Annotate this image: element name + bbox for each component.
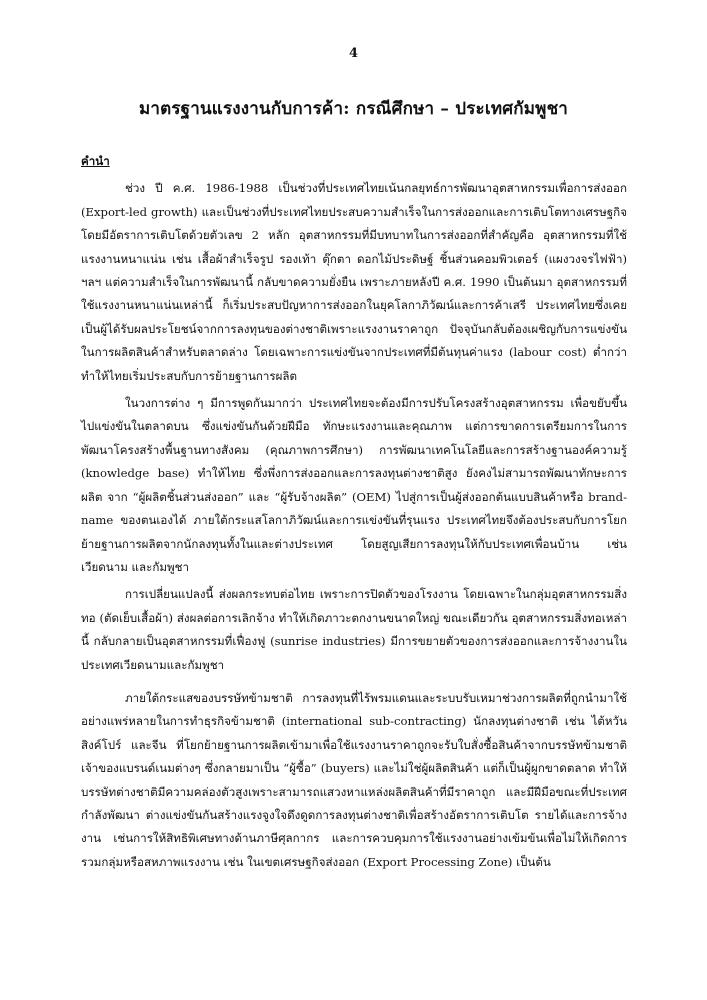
paragraph-4: ภายใต้กระแสของบรรษัทข้ามชาติ การลงทุนที่ไร้พรมแดนและระบบรับเหมาช่วงการผลิตที่ถูกนำมาใช้อย่างแพร่หลายในการทำธุรกิจข้ามชาติ (international sub-contracting) นักลงทุนต่างชาติ เช่น ไต้หวัน สิงค์โปร์ และจีน ที่โยกย้ายฐานการผลิตเข้ามาเพื่อใช้แรงงานราคาถูกจะรับใบสั่งซื้อสินค้าจากบรรษัทข้ามชาติ เจ้าของแบรนด์เนมต่างๆ ซึ่งกลายมาเป็น “ผู้ซื้อ” (buyers) และไม่ใช่ผู้ผลิตสินค้า แต่ก็เป็นผู้ผูกขาดตลาด ทำให้บรรษัทต่างชาติมีความคล่องตัวสูงเพราะสามารถแสวงหาแหล่งผลิตสินค้าที่มีราคาถูก และมีฝีมือขณะที่ประเทศกำลังพัฒนา ต่างแข่งขันกันสร้างแรงจูงใจดึงดูดการลงทุนต่างชาติเพื่อสร้างอัตราการเติบโต รายได้และการจ้างงาน เช่นการให้สิทธิพิเศษทางด้านภาษีศุลกากร และการควบคุมการใช้แรงงานอย่างเข้มข้นเพื่อไม่ให้เกิดการรวมกลุ่มหรือสหภาพแรงงาน เช่น ในเขตเศรษฐกิจส่งออก (Export Processing Zone) เป็นต้น: [81, 690, 627, 869]
section-heading: คำนำ: [81, 154, 110, 168]
paragraph-1: ช่วง ปี ค.ศ. 1986-1988 เป็นช่วงที่ประเทศไทยเน้นกลยุทธ์การพัฒนาอุตสาหกรรมเพื่อการส่งออก (Export-led growth) และเป็นช่วงที่ประเทศไทยประสบความสำเร็จในการส่งออกและการเติบโตทางเศรษฐกิจ โดยมีอัตราการเติบโตด้วยตัวเลข 2 หลัก อุตสาหกรรมที่มีบทบาทในการส่งออกที่สำคัญคือ อุตสาหกรรมที่ใช้แรงงานหนาแน่น เช่น เสื้อผ้าสำเร็จรูป รองเท้า ตุ๊กตา ดอกไม้ประดิษฐ์ ชิ้นส่วนคอมพิวเตอร์ (แผงวงจรไฟฟ้า) ฯลฯ แต่ความสำเร็จในการพัฒนานี้ กลับขาดความยั่งยืน เพราะภายหลังปี ค.ศ. 1990 เป็นต้นมา อุตสาหกรรมที่ใช้แรงงานหนาแน่นเหล่านี้ ก็เริ่มประสบปัญหาการส่งออกในยุคโลกาภิวัฒน์และการค้าเสรี ประเทศไทยซึ่งเคยเป็นผู้ได้รับผลประโยชน์จากการลงทุนของต่างชาติเพราะแรงงานราคาถูก ปัจจุบันกลับต้องเผชิญกับการแข่งขันในการผลิตสินค้าสำหรับตลาดล่าง โดยเฉพาะการแข่งขันจากประเทศที่มีต้นทุนค่าแรง (labour cost) ต่ำกว่าทำให้ไทยเริ่มประสบกับการย้ายฐานการผลิต: [81, 181, 627, 383]
paragraph-3: การเปลี่ยนแปลงนี้ ส่งผลกระทบต่อไทย เพราะการปิดตัวของโรงงาน โดยเฉพาะในกลุ่มอุตสาหกรรมสิ่งทอ (ตัดเย็บเสื้อผ้า) ส่งผลต่อการเลิกจ้าง ทำให้เกิดภาวะตกงานขนาดใหญ่ ขณะเดียวกัน อุตสาหกรรมสิ่งทอเหล่านี้ กลับกลายเป็นอุตสาหกรรมที่เฟื่องฟู (sunrise industries) มีการขยายตัวของการส่งออกและการจ้างงานในประเทศเวียดนามและกัมพูชา: [81, 587, 627, 672]
document-title: มาตรฐานแรงงานกับการค้า: กรณีศึกษา – ประเทศกัมพูชา: [138, 99, 569, 119]
body-text: [81, 150, 627, 874]
paragraph-2: ในวงการต่าง ๆ มีการพูดกันมากว่า ประเทศไทยจะต้องมีการปรับโครงสร้างอุตสาหกรรม เพื่อขยับขึ้นไปแข่งขันในตลาดบน ซึ่งแข่งขันกันด้วยฝีมือ ทักษะแรงงานและคุณภาพ แต่การขาดการเตรียมการในการพัฒนาโครงสร้างพื้นฐานทางสังคม (คุณภาพการศึกษา) การพัฒนาเทคโนโลยีและการสร้างฐานองค์ความรู้ (knowledge base) ทำให้ไทย ซึ่งพึ่งการส่งออกและการลงทุนต่างชาติสูง ยังคงไม่สามารถพัฒนาทักษะการผลิต จาก “ผู้ผลิตชิ้นส่วนส่งออก” และ “ผู้รับจ้างผลิต” (OEM) ไปสู่การเป็นผู้ส่งออกต้นแบบสินค้าหรือ brand-name ของตนเองได้ ภายใต้กระแสโลกาภิวัฒน์และการแข่งขันที่รุนแรง ประเทศไทยจึงต้องประสบกับการโยกย้ายฐานการผลิตจากนักลงทุนทั้งในและต่างประเทศ โดยสูญเสียการลงทุนให้กับประเทศเพื่อนบ้าน เช่น เวียดนาม และกัมพูชา: [81, 396, 627, 574]
page-number: 4: [348, 46, 359, 61]
